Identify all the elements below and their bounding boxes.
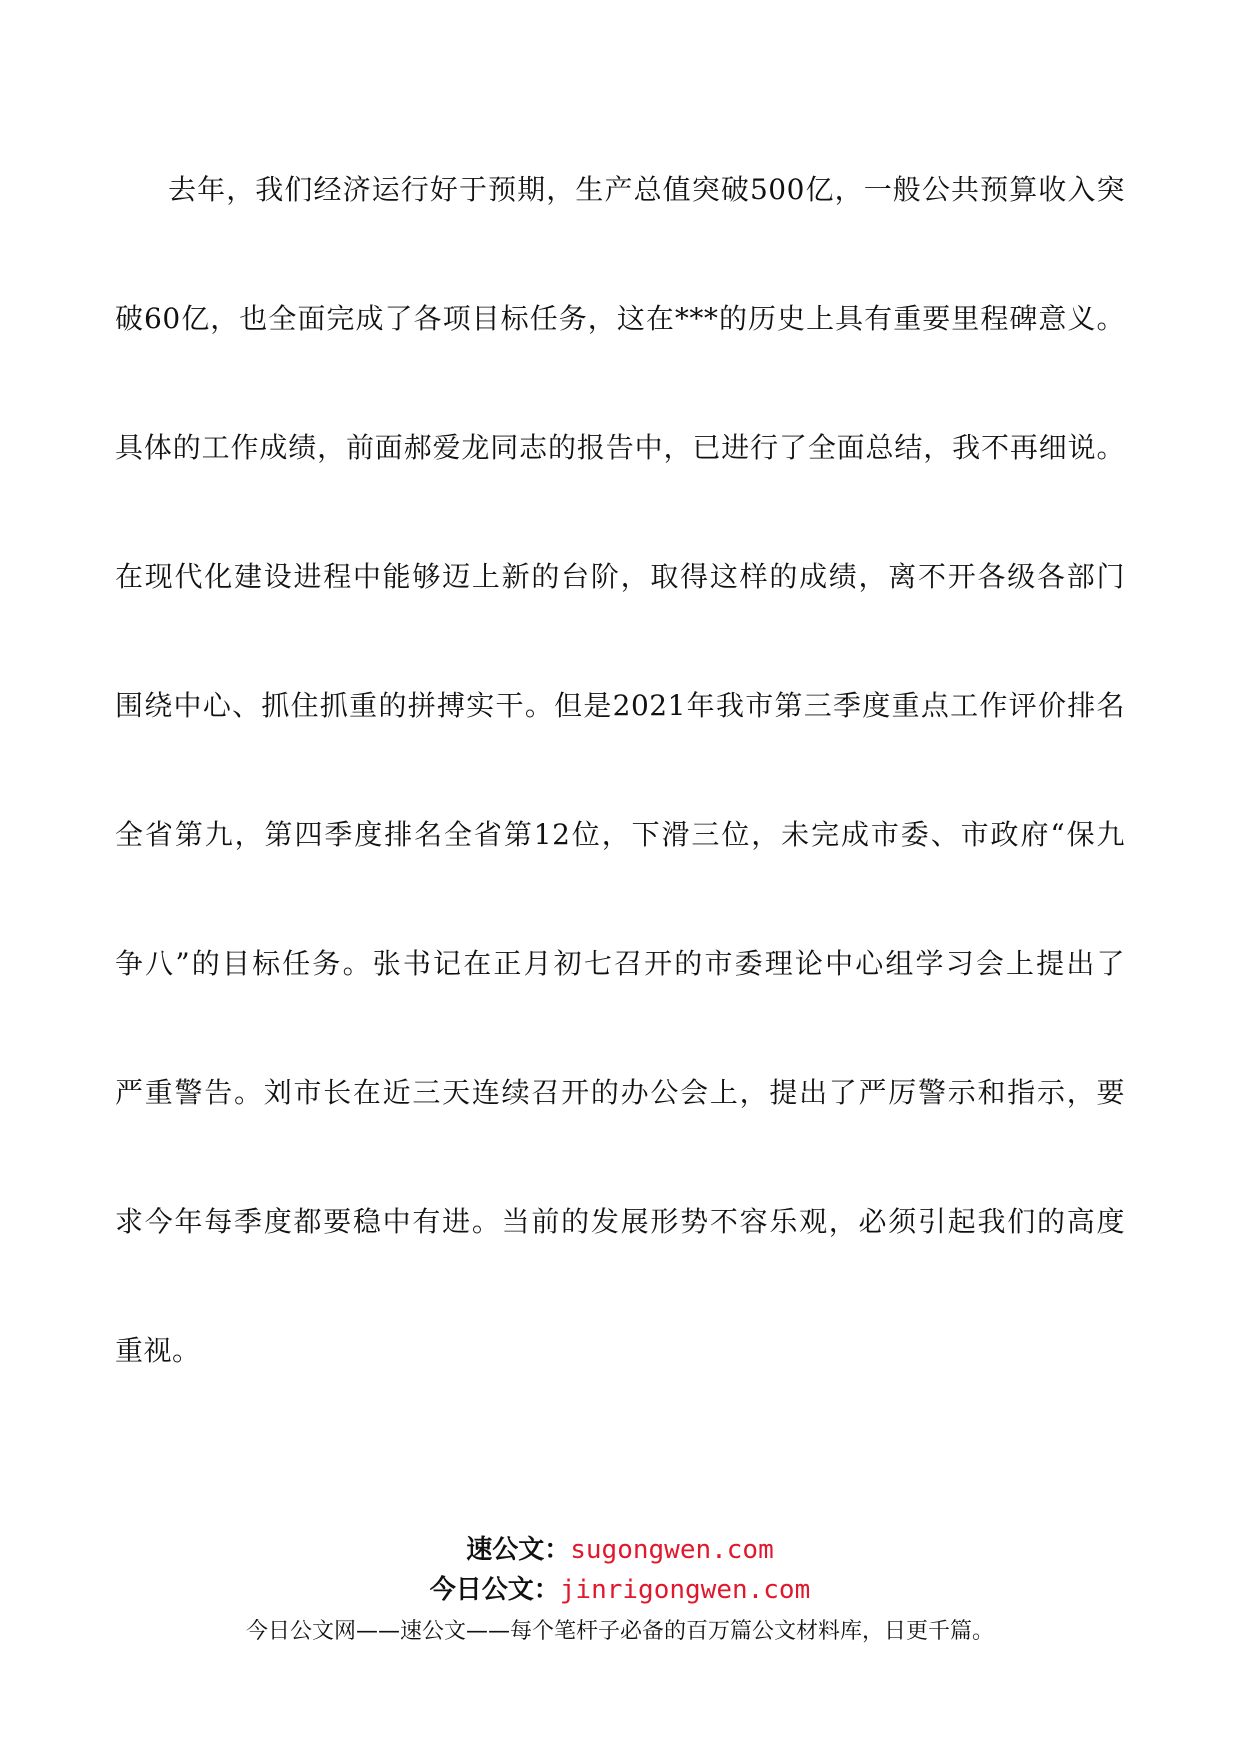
body-paragraph [115,170,1125,1460]
footer-jinrigongwen-label: 今日公文： [429,1575,560,1605]
footer-slogan: 今日公文网——速公文——每个笔杆子必备的百万篇公文材料库，日更千篇。 [245,1619,994,1644]
paragraph-line-3: 具体的工作成绩，前面郝爱龙同志的报告中，已进行了全面总结，我不再细说。 [115,431,1125,464]
footer-jinrigongwen-link[interactable]: jinrigongwen.com [559,1575,811,1605]
paragraph-line-1: 去年，我们经济运行好于预期，生产总值突破500亿，一般公共预算收入突 [168,173,1125,206]
footer [0,1530,1240,1650]
footer-sugongwen-label: 速公文： [466,1535,571,1565]
paragraph-line-4: 在现代化建设进程中能够迈上新的台阶，取得这样的成绩，离不开各级各部门 [115,560,1125,593]
paragraph-line-9: 求今年每季度都要稳中有进。当前的发展形势不容乐观，必须引起我们的高度 [115,1205,1125,1238]
paragraph-line-7: 争八”的目标任务。张书记在正月初七召开的市委理论中心组学习会上提出了 [115,947,1125,980]
paragraph-line-2: 破60亿，也全面完成了各项目标任务，这在***的历史上具有重要里程碑意义。 [115,302,1125,335]
paragraph-line-10: 重视。 [115,1334,201,1367]
paragraph-line-6: 全省第九，第四季度排名全省第12位，下滑三位，未完成市委、市政府“保九 [115,818,1125,851]
footer-sugongwen-link[interactable]: sugongwen.com [570,1535,774,1565]
footer-sugongwen-row [0,1530,1240,1570]
paragraph-line-5: 围绕中心、抓住抓重的拼搏实干。但是2021年我市第三季度重点工作评价排名 [115,689,1125,722]
paragraph-line-8: 严重警告。刘市长在近三天连续召开的办公会上，提出了严厉警示和指示，要 [115,1076,1125,1109]
footer-jinrigongwen-row [0,1570,1240,1610]
